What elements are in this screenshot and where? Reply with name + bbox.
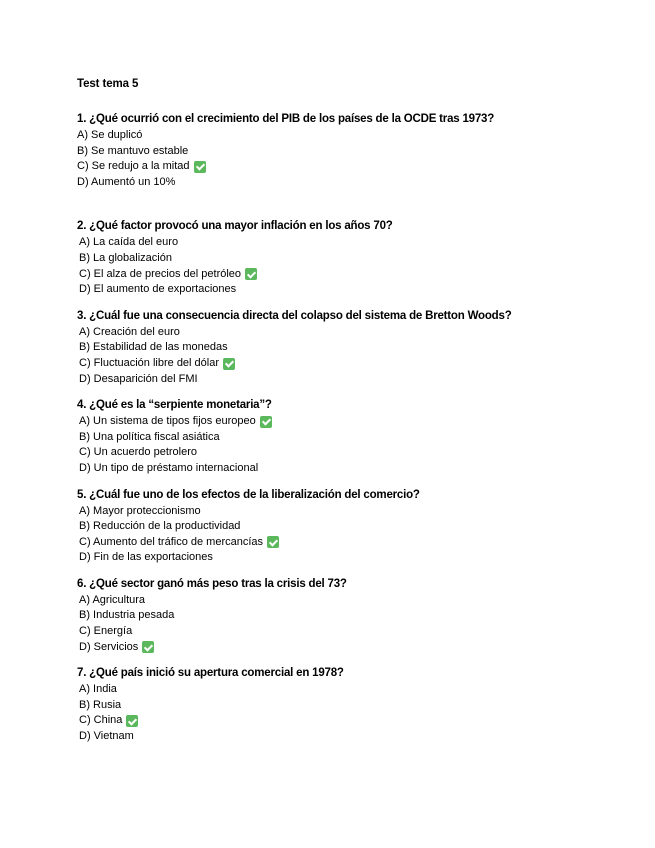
- option-a: [77, 128, 597, 144]
- document-title: Test tema 5: [77, 78, 139, 90]
- option-c: [77, 713, 597, 729]
- document-page: [77, 77, 597, 745]
- option-b: [77, 519, 597, 535]
- question-7: [77, 666, 597, 744]
- option-label: A) Agricultura: [79, 593, 146, 606]
- option-label: D) Servicios: [79, 640, 139, 653]
- question-text: 5. ¿Cuál fue uno de los efectos de la liberalización del comercio?: [77, 488, 420, 501]
- question-text: 6. ¿Qué sector ganó más peso tras la crisis del 73?: [77, 577, 347, 590]
- check-mark-icon: [260, 416, 272, 428]
- option-label: B) Se mantuvo estable: [77, 144, 189, 157]
- options-list: [77, 325, 597, 387]
- option-label: B) Rusia: [79, 698, 122, 711]
- option-label: B) Reducción de la productividad: [79, 520, 241, 533]
- question-text: 4. ¿Qué es la “serpiente monetaria”?: [77, 399, 272, 412]
- option-label: B) Industria pesada: [79, 609, 175, 622]
- option-a: [77, 235, 597, 251]
- option-label: D) Vietnam: [79, 730, 134, 743]
- check-mark-icon: [245, 268, 257, 280]
- option-a: [77, 593, 597, 609]
- option-label: A) Se duplicó: [77, 129, 143, 141]
- option-label: D) Aumentó un 10%: [77, 175, 176, 188]
- options-list: [77, 235, 597, 297]
- option-label: A) India: [79, 683, 117, 696]
- option-d: [77, 461, 597, 477]
- option-d: [77, 729, 597, 745]
- option-label: D) Un tipo de préstamo internacional: [79, 461, 259, 474]
- option-label: C) China: [79, 714, 123, 727]
- option-label: D) Desaparición del FMI: [79, 372, 198, 385]
- question-text: 2. ¿Qué factor provocó una mayor inflación en los años 70?: [77, 220, 393, 233]
- option-b: [77, 144, 597, 160]
- option-d: [77, 282, 597, 298]
- question-3: [77, 309, 597, 387]
- option-d: [77, 175, 597, 191]
- options-list: [77, 504, 597, 566]
- question-1: [77, 112, 597, 190]
- option-label: A) Mayor proteccionismo: [79, 504, 201, 517]
- option-label: A) Un sistema de tipos fijos europeo: [79, 415, 256, 428]
- option-label: C) Se redujo a la mitad: [77, 160, 190, 173]
- option-b: [77, 251, 597, 267]
- check-mark-icon: [194, 161, 206, 173]
- question-text: 7. ¿Qué país inició su apertura comercial en 1978?: [77, 667, 344, 680]
- option-label: B) Una política fiscal asiática: [79, 430, 220, 443]
- option-d: [77, 640, 597, 656]
- option-label: C) Fluctuación libre del dólar: [79, 356, 220, 369]
- option-a: [77, 414, 597, 430]
- question-6: [77, 577, 597, 655]
- option-label: B) Estabilidad de las monedas: [79, 341, 228, 354]
- option-a: [77, 682, 597, 698]
- option-d: [77, 550, 597, 566]
- check-mark-icon: [142, 641, 154, 653]
- check-mark-icon: [267, 536, 279, 548]
- check-mark-icon: [223, 358, 235, 370]
- question-4: [77, 398, 597, 476]
- option-c: [77, 356, 597, 372]
- option-a: [77, 504, 597, 520]
- option-label: C) El alza de precios del petróleo: [79, 267, 242, 280]
- question-text: 1. ¿Qué ocurrió con el crecimiento del PIB de los países de la OCDE tras 1973?: [77, 113, 495, 125]
- options-list: [77, 414, 597, 476]
- option-label: B) La globalización: [79, 251, 172, 264]
- options-list: [77, 682, 597, 744]
- option-b: [77, 340, 597, 356]
- option-c: [77, 267, 597, 283]
- option-d: [77, 372, 597, 388]
- option-label: C) Energía: [79, 625, 133, 638]
- option-b: [77, 698, 597, 714]
- option-label: A) La caída del euro: [79, 236, 179, 249]
- question-2: [77, 219, 597, 297]
- options-list: [77, 593, 597, 655]
- question-text: 3. ¿Cuál fue una consecuencia directa del colapso del sistema de Bretton Woods?: [77, 309, 512, 322]
- option-c: [77, 445, 597, 461]
- option-label: D) El aumento de exportaciones: [79, 283, 237, 296]
- option-a: [77, 325, 597, 341]
- option-b: [77, 608, 597, 624]
- option-label: C) Aumento del tráfico de mercancías: [79, 535, 264, 548]
- option-label: D) Fin de las exportaciones: [79, 551, 213, 564]
- check-mark-icon: [126, 715, 138, 727]
- option-c: [77, 624, 597, 640]
- option-label: A) Creación del euro: [79, 325, 180, 338]
- option-c: [77, 535, 597, 551]
- options-list: [77, 128, 597, 190]
- option-b: [77, 430, 597, 446]
- option-c: [77, 159, 597, 175]
- question-5: [77, 488, 597, 566]
- option-label: C) Un acuerdo petrolero: [79, 446, 198, 459]
